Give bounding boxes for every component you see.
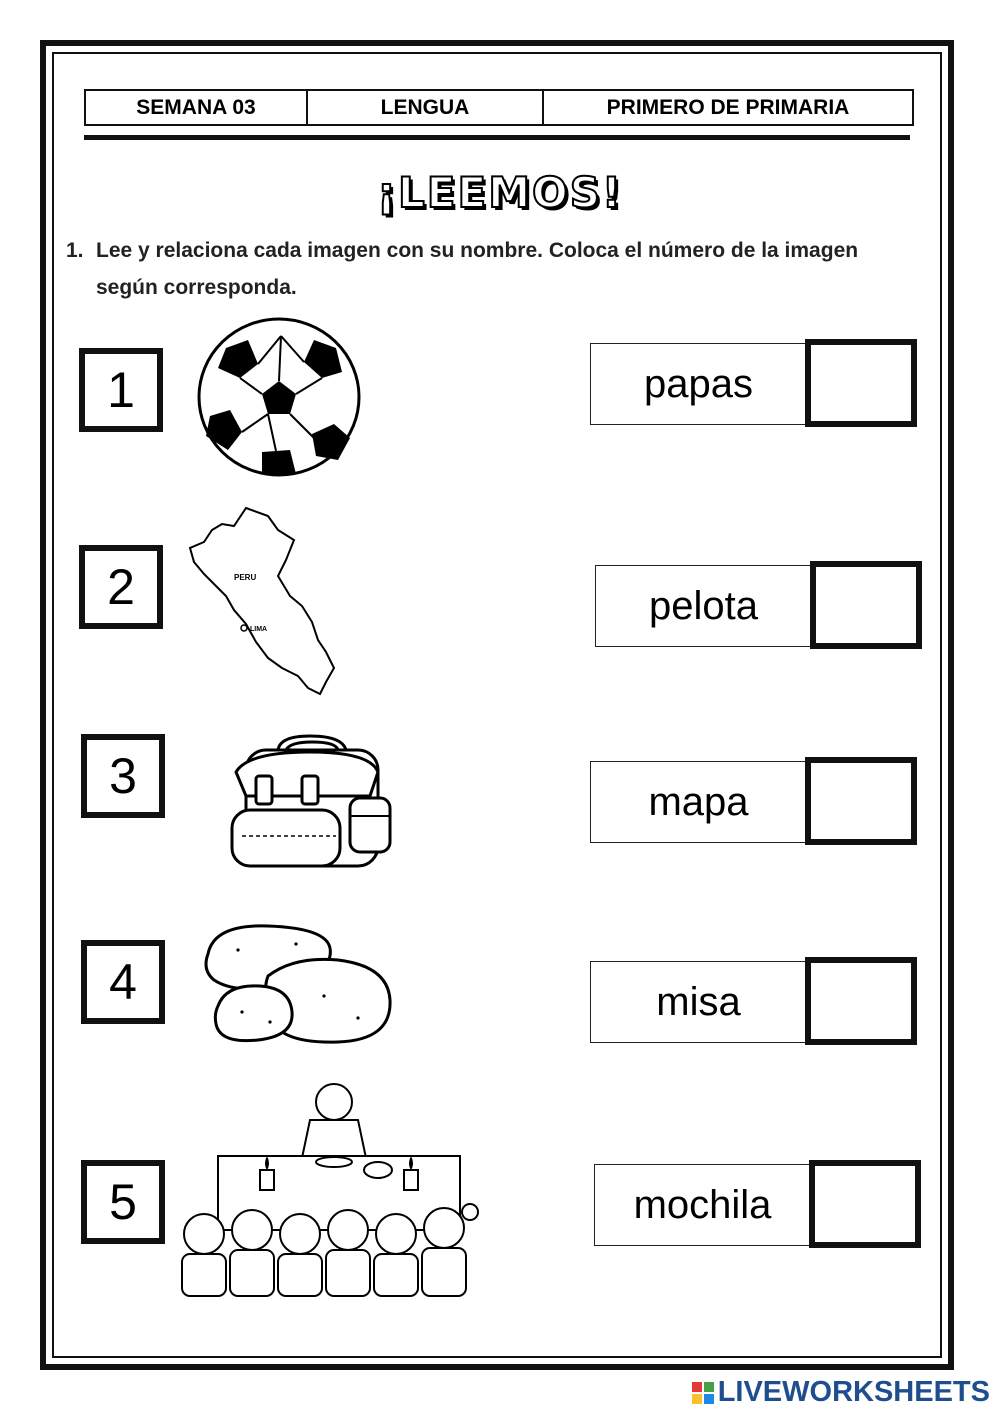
map-label-lima: LIMA [250, 626, 268, 633]
picture-number-4: 4 [81, 940, 165, 1024]
logo-square-4 [704, 1394, 714, 1404]
peru-map-icon [186, 502, 348, 696]
instruction [66, 232, 896, 306]
word-pelota: pelota [649, 583, 758, 628]
logo-square-2 [704, 1382, 714, 1392]
picture-number-2: 2 [79, 545, 163, 629]
answer-box-misa[interactable] [805, 957, 917, 1045]
map-label-peru: PERU [234, 573, 257, 582]
word-box-papas [590, 343, 908, 425]
word-misa: misa [656, 979, 741, 1024]
word-papas: papas [644, 361, 753, 406]
soccer-ball-icon [196, 316, 362, 478]
picture-number-5: 5 [81, 1160, 165, 1244]
answer-box-pelota[interactable] [810, 561, 922, 649]
answer-box-mapa[interactable] [805, 757, 917, 845]
answer-box-mochila[interactable] [809, 1160, 921, 1248]
mass-scene-icon [168, 1080, 498, 1302]
header-divider [84, 135, 910, 140]
word-box-misa [590, 961, 908, 1043]
header-subject: LENGUA [306, 91, 542, 124]
page-title: ¡LEEMOS! [376, 168, 624, 217]
instruction-text: Lee y relaciona cada imagen con su nombre. Coloca el número de la imagen según corresponda. [96, 239, 859, 299]
footer-brand-text: LIVEWORKSHEETS [717, 1376, 990, 1408]
word-mochila: mochila [633, 1182, 772, 1227]
backpack-icon [220, 732, 400, 872]
logo-square-3 [692, 1394, 702, 1404]
word-mapa: mapa [648, 779, 749, 824]
word-box-mochila [594, 1164, 912, 1246]
footer-brand [692, 1376, 990, 1409]
instruction-number: 1. [66, 239, 84, 262]
potatoes-icon [198, 920, 394, 1046]
header-grade: PRIMERO DE PRIMARIA [542, 91, 912, 124]
logo-square-1 [692, 1382, 702, 1392]
word-box-mapa [590, 761, 908, 843]
answer-box-papas[interactable] [805, 339, 917, 427]
word-box-pelota [595, 565, 913, 647]
picture-number-3: 3 [81, 734, 165, 818]
header-week: SEMANA 03 [136, 95, 256, 119]
picture-number-1: 1 [79, 348, 163, 432]
header-table [84, 89, 914, 126]
liveworksheets-logo-icon [692, 1382, 714, 1404]
